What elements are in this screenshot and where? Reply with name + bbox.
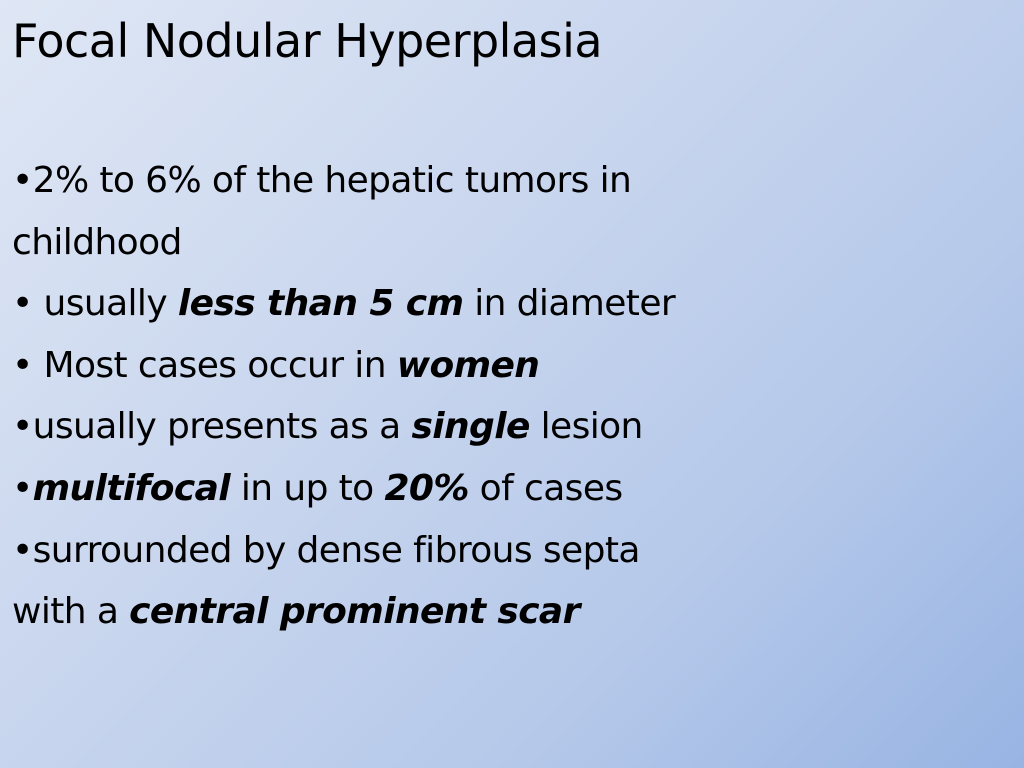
emphasis-text: multifocal — [32, 467, 231, 509]
bullet-text: in diameter — [463, 283, 676, 325]
bullet-hepatic-tumors — [12, 150, 772, 273]
emphasis-text: central prominent scar — [129, 591, 580, 633]
bullet-text: in up to — [230, 467, 385, 509]
bullet-text: •2% to 6% of the hepatic tumors in — [12, 160, 632, 201]
bullet-diameter — [12, 273, 772, 335]
bullet-text: • usually — [12, 283, 178, 325]
bullet-text: •usually presents as a — [12, 406, 412, 448]
bullet-single-lesion — [12, 396, 772, 458]
slide-title: Focal Nodular Hyperplasia — [12, 14, 603, 68]
bullet-text: childhood — [12, 221, 182, 263]
bullet-women — [12, 335, 772, 397]
bullet-multifocal — [12, 458, 772, 520]
bullet-text: • — [12, 467, 33, 509]
bullet-text: with a — [12, 591, 130, 633]
bullet-text: lesion — [529, 406, 643, 448]
emphasis-text: 20% — [384, 467, 469, 509]
emphasis-text: less than 5 cm — [177, 283, 464, 325]
emphasis-text: women — [396, 344, 540, 386]
emphasis-text: single — [411, 406, 530, 448]
bullet-text: •surrounded by dense fibrous septa — [12, 529, 640, 571]
bullet-fibrous-septa — [12, 520, 772, 643]
bullet-text: • Most cases occur in — [12, 344, 397, 386]
bullet-text: of cases — [468, 467, 623, 509]
slide-body — [12, 150, 772, 643]
